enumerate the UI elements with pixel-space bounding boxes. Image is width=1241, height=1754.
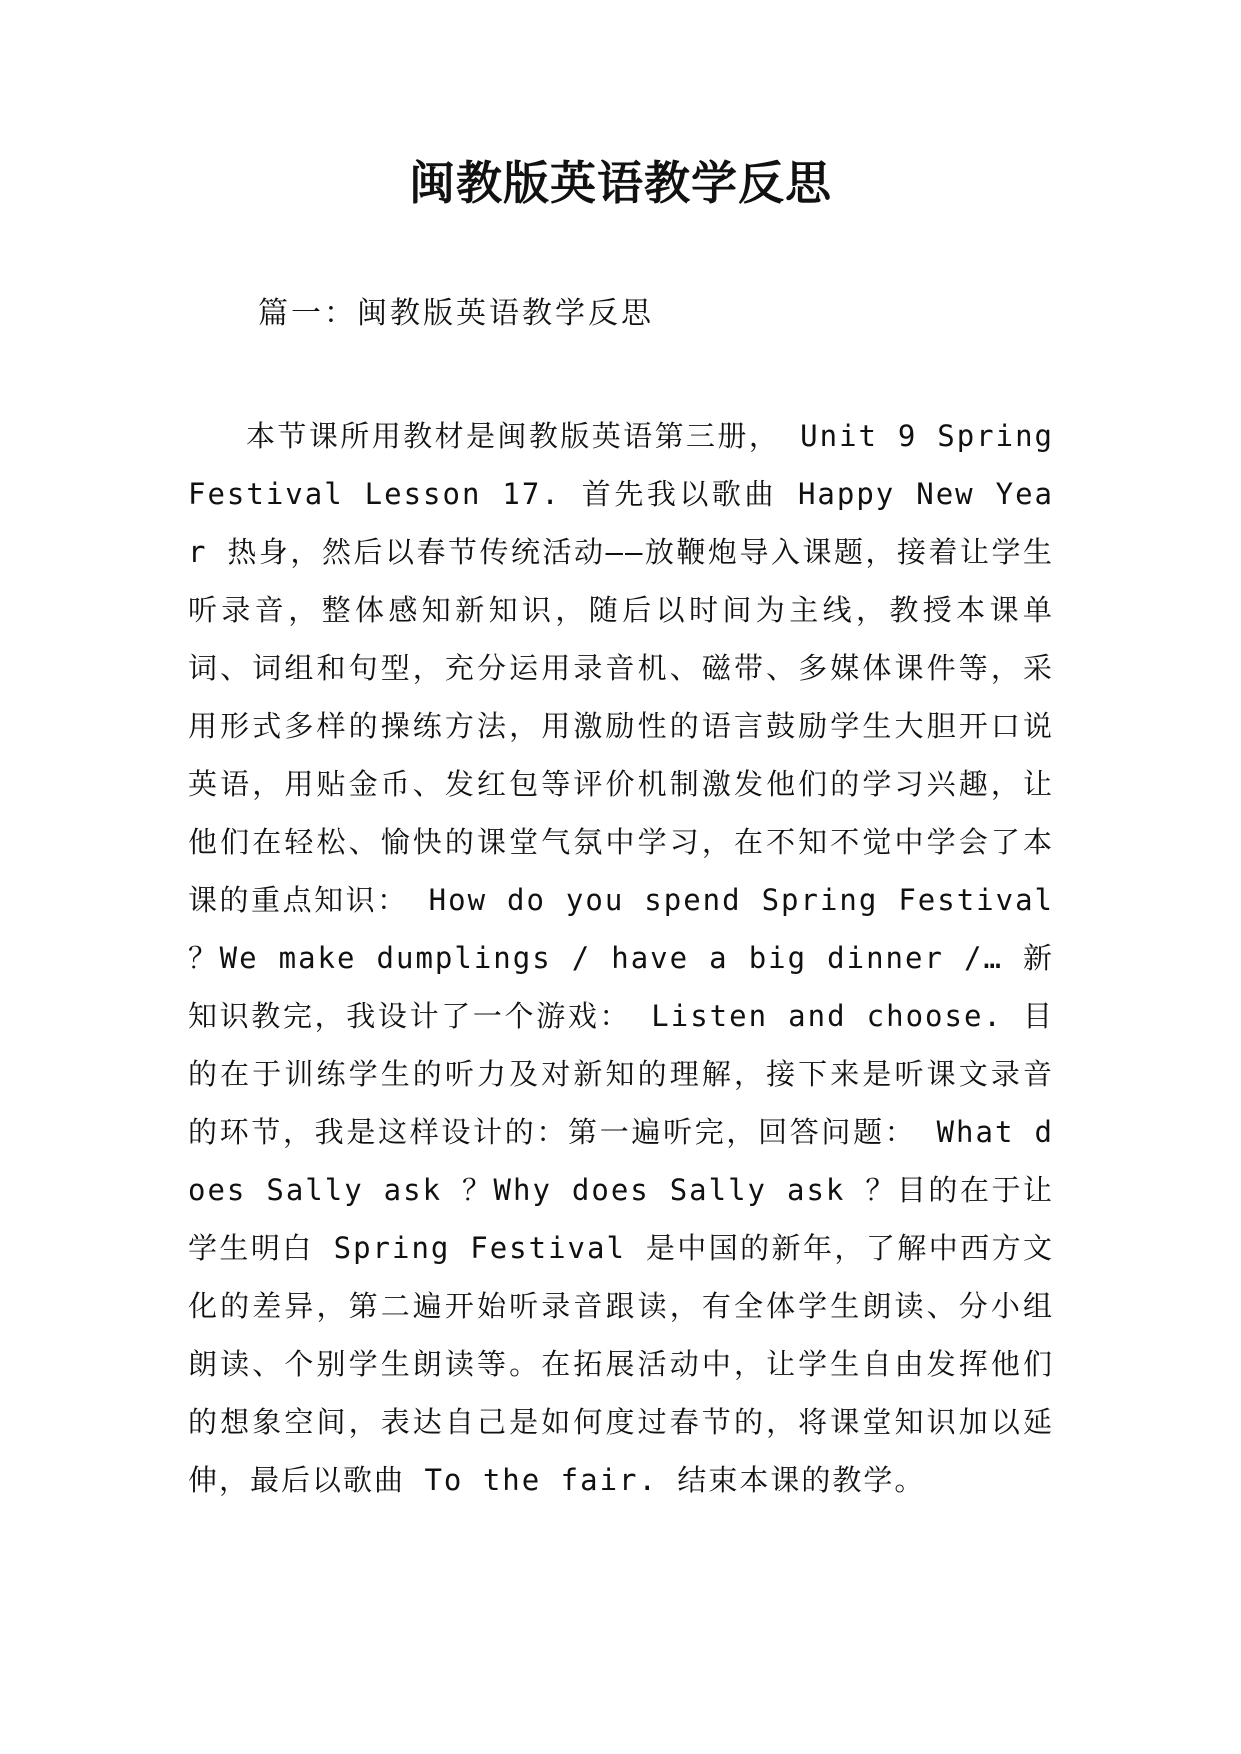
page-title: 闽教版英语教学反思 xyxy=(409,156,832,210)
body-paragraph: 本节课所用教材是闽教版英语第三册， Unit 9 Spring Festival Lesson 17. 首先我以歌曲 Happy New Year 热身，然后以春节传统活动——放鞭炮导入课题，接着让学生听录音，整体感知新知识，随后以时间为主线，教授本课单词、词组和句型，充分运用录音机、磁带、多媒体课件等，采用形式多样的操练方法，用激励性的语言鼓励学生大胆开口说英语，用贴金币、发红包等评价机制激发他们的学习兴趣，让他们在轻松、愉快的课堂气氛中学习，在不知不觉中学会了本课的重点知识： How do you spend Spring Festival ？We make dumplings / have a big dinner /… 新知识教完，我设计了一个游戏： Listen and choose. 目的在于训练学生的听力及对新知的理解，接下来是听课文录音的环节，我是这样设计的：第一遍听完，回答问题： What does Sally ask ？Why does Sally ask ？目的在于让学生明白 Spring Festival 是中国的新年，了解中西方文化的差异，第二遍开始听录音跟读，有全体学生朗读、分小组朗读、个别学生朗读等。在拓展活动中，让学生自由发挥他们的想象空间，表达自己是如何度过春节的，将课堂知识加以延伸，最后以歌曲 To the fair. 结束本课的教学。 xyxy=(188,419,1054,1497)
section-heading: 篇一：闽教版英语教学反思 xyxy=(258,296,654,331)
